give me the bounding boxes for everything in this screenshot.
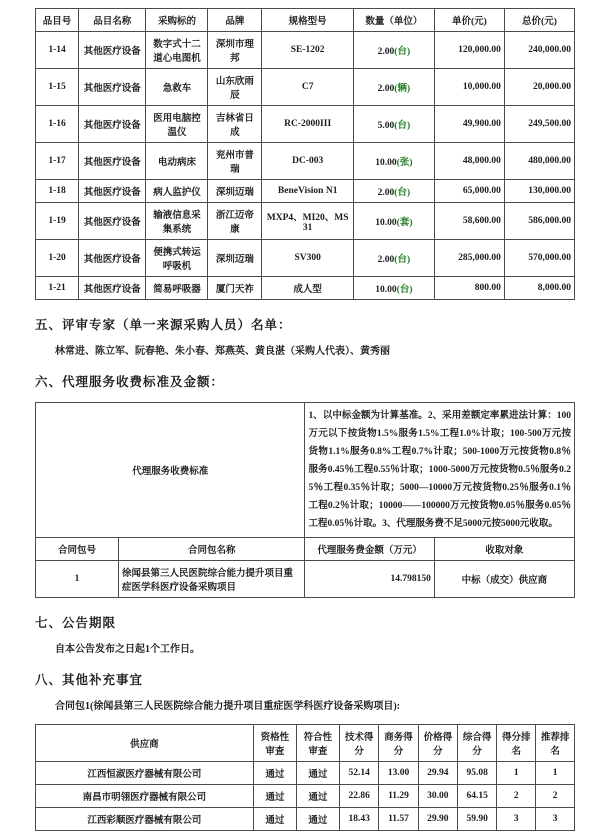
item-quantity — [353, 277, 434, 300]
item-brand: 厦门天祚 — [208, 277, 262, 300]
supplier-tech-score: 52.14 — [339, 762, 378, 785]
item-model: SV300 — [262, 240, 354, 277]
items-column-header: 规格型号 — [262, 9, 354, 32]
item-unit-price: 58,600.00 — [434, 203, 504, 240]
item-row — [36, 240, 575, 277]
fee-standard-row — [36, 403, 575, 538]
item-total-price: 249,500.00 — [504, 106, 574, 143]
item-total-price: 20,000.00 — [504, 69, 574, 106]
items-table — [35, 8, 575, 300]
item-quantity — [353, 203, 434, 240]
items-column-header: 单价(元) — [434, 9, 504, 32]
items-column-header: 总价(元) — [504, 9, 574, 32]
item-target: 便携式转运呼吸机 — [146, 240, 208, 277]
supplier-qualification-review: 通过 — [253, 762, 296, 785]
quantity-value: 5.00 — [377, 121, 395, 131]
item-no: 1-16 — [36, 106, 79, 143]
announcement-period-text: 自本公告发布之日起1个工作日。 — [55, 644, 200, 656]
experts-list: 林常进、陈立军、阮春艳、朱小春、郑燕英、黄良湛（采购人代表）、黄秀丽 — [55, 346, 390, 357]
item-category: 其他医疗设备 — [79, 69, 146, 106]
quantity-unit: (套) — [396, 218, 413, 228]
items-column-header: 品目名称 — [79, 9, 146, 32]
section-7-title: 七、公告期限 — [35, 616, 117, 631]
item-model: C7 — [262, 69, 354, 106]
fee-col-package-name: 合同包名称 — [119, 538, 305, 561]
quantity-unit: (辆) — [394, 84, 411, 94]
item-target: 简易呼吸器 — [146, 277, 208, 300]
supplier-total-score: 64.15 — [458, 785, 497, 808]
item-brand: 浙江迈帝康 — [208, 203, 262, 240]
item-quantity — [353, 106, 434, 143]
suppliers-column-header: 得分排名 — [497, 725, 536, 762]
item-brand: 深圳迈瑞 — [208, 180, 262, 203]
items-column-header: 品目号 — [36, 9, 79, 32]
quantity-unit: (台) — [394, 47, 411, 57]
fee-package-name: 徐闻县第三人民医院综合能力提升项目重症医学科医疗设备采购项目 — [119, 561, 305, 598]
item-brand: 吉林省日成 — [208, 106, 262, 143]
item-unit-price: 49,900.00 — [434, 106, 504, 143]
quantity-value: 10.00 — [375, 218, 397, 228]
item-no: 1-20 — [36, 240, 79, 277]
supplier-price-score: 30.00 — [418, 785, 457, 808]
quantity-value: 2.00 — [377, 47, 395, 57]
fee-payer: 中标（成交）供应商 — [434, 561, 574, 598]
supplier-recommend-rank: 1 — [536, 762, 575, 785]
items-table-header-row — [36, 9, 575, 32]
section-5-title: 五、评审专家（单一来源采购人员）名单： — [35, 318, 292, 332]
supplier-conformity-review: 通过 — [296, 785, 339, 808]
fee-amount: 14.798150 — [305, 561, 434, 598]
item-total-price: 8,000.00 — [504, 277, 574, 300]
quantity-unit: (台) — [396, 285, 413, 295]
items-column-header: 数量（单位） — [353, 9, 434, 32]
suppliers-table-header-row — [36, 725, 575, 762]
item-total-price: 480,000.00 — [504, 143, 574, 180]
item-model: MXP4、MI20、MS31 — [262, 203, 354, 240]
quantity-value: 2.00 — [377, 84, 395, 94]
item-model: BeneVision N1 — [262, 180, 354, 203]
fee-standard-label: 代理服务收费标准 — [36, 403, 305, 538]
supplier-qualification-review: 通过 — [253, 785, 296, 808]
suppliers-column-header: 综合得分 — [458, 725, 497, 762]
supplier-tech-score: 18.43 — [339, 808, 378, 831]
item-row — [36, 69, 575, 106]
section-8-title: 八、其他补充事宜 — [35, 673, 144, 688]
item-brand: 深圳迈瑞 — [208, 240, 262, 277]
suppliers-evaluation-table — [35, 724, 575, 831]
item-row — [36, 277, 575, 300]
item-category: 其他医疗设备 — [79, 106, 146, 143]
item-quantity — [353, 180, 434, 203]
item-no: 1-14 — [36, 32, 79, 69]
item-brand: 深圳市理邦 — [208, 32, 262, 69]
item-no: 1-18 — [36, 180, 79, 203]
item-target: 病人监护仪 — [146, 180, 208, 203]
item-row — [36, 32, 575, 69]
item-model: 成人型 — [262, 277, 354, 300]
supplier-total-score: 59.90 — [458, 808, 497, 831]
suppliers-column-header: 推荐排名 — [536, 725, 575, 762]
supplier-business-score: 11.29 — [379, 785, 418, 808]
item-unit-price: 65,000.00 — [434, 180, 504, 203]
agency-fee-table — [35, 402, 575, 598]
item-model: SE-1202 — [262, 32, 354, 69]
item-category: 其他医疗设备 — [79, 203, 146, 240]
quantity-value: 10.00 — [375, 158, 397, 168]
suppliers-column-header: 供应商 — [36, 725, 254, 762]
item-quantity — [353, 240, 434, 277]
item-model: RC-2000III — [262, 106, 354, 143]
supplier-tech-score: 22.86 — [339, 785, 378, 808]
item-total-price: 240,000.00 — [504, 32, 574, 69]
item-category: 其他医疗设备 — [79, 277, 146, 300]
item-unit-price: 285,000.00 — [434, 240, 504, 277]
quantity-unit: (台) — [394, 121, 411, 131]
supplier-qualification-review: 通过 — [253, 808, 296, 831]
item-category: 其他医疗设备 — [79, 143, 146, 180]
item-row — [36, 106, 575, 143]
item-category: 其他医疗设备 — [79, 180, 146, 203]
quantity-value: 10.00 — [375, 285, 397, 295]
quantity-value: 2.00 — [377, 188, 395, 198]
item-category: 其他医疗设备 — [79, 240, 146, 277]
supplier-recommend-rank: 3 — [536, 808, 575, 831]
suppliers-column-header: 商务得分 — [379, 725, 418, 762]
item-row — [36, 203, 575, 240]
item-no: 1-21 — [36, 277, 79, 300]
item-category: 其他医疗设备 — [79, 32, 146, 69]
item-row — [36, 180, 575, 203]
supplier-score-rank: 1 — [497, 762, 536, 785]
supplier-row — [36, 762, 575, 785]
item-no: 1-19 — [36, 203, 79, 240]
supplier-business-score: 13.00 — [379, 762, 418, 785]
fee-col-amount: 代理服务费金额（万元） — [305, 538, 434, 561]
item-target: 医用电脑控温仪 — [146, 106, 208, 143]
supplier-score-rank: 3 — [497, 808, 536, 831]
item-row — [36, 143, 575, 180]
quantity-value: 2.00 — [377, 255, 395, 265]
suppliers-column-header: 技术得分 — [339, 725, 378, 762]
item-no: 1-17 — [36, 143, 79, 180]
suppliers-column-header: 资格性审查 — [253, 725, 296, 762]
supplier-row — [36, 785, 575, 808]
fee-table-data-row — [36, 561, 575, 598]
fee-standard-text: 1、以中标金额为计算基准。2、采用差额定率累进法计算：100万元以下按货物1.5%服务1.5%工程1.0%计取；100-500万元按货物1.1%服务0.8%工程0.7%计取；500-1000万元按货物0.8％服务0.45％工程0.55％计取；1000-5000万元按货物0.5％服务0.25％工程0.35％计取；5000—10000万元按货物0.25％服务0.1％工程0.2％计取；10000——100000万元按货物0.05％服务0.05％工程0.05％计取。3、代理服务费不足5000元按5000元收取。 — [305, 403, 575, 538]
suppliers-column-header: 价格得分 — [418, 725, 457, 762]
item-brand: 兖州市普瑞 — [208, 143, 262, 180]
items-column-header: 采购标的 — [146, 9, 208, 32]
supplier-row — [36, 808, 575, 831]
item-quantity — [353, 143, 434, 180]
quantity-unit: (台) — [394, 255, 411, 265]
item-quantity — [353, 69, 434, 106]
item-no: 1-15 — [36, 69, 79, 106]
item-unit-price: 48,000.00 — [434, 143, 504, 180]
item-unit-price: 800.00 — [434, 277, 504, 300]
suppliers-column-header: 符合性审查 — [296, 725, 339, 762]
supplier-price-score: 29.90 — [418, 808, 457, 831]
fee-package-no: 1 — [36, 561, 119, 598]
supplier-score-rank: 2 — [497, 785, 536, 808]
supplier-business-score: 11.57 — [379, 808, 418, 831]
supplier-recommend-rank: 2 — [536, 785, 575, 808]
supplier-name: 南昌市明翎医疗器械有限公司 — [36, 785, 254, 808]
item-total-price: 586,000.00 — [504, 203, 574, 240]
item-target: 急救车 — [146, 69, 208, 106]
fee-col-package-no: 合同包号 — [36, 538, 119, 561]
item-total-price: 570,000.00 — [504, 240, 574, 277]
supplier-price-score: 29.94 — [418, 762, 457, 785]
item-brand: 山东欣雨辰 — [208, 69, 262, 106]
supplier-name: 江西恒淑医疗器械有限公司 — [36, 762, 254, 785]
supplier-total-score: 95.08 — [458, 762, 497, 785]
supplier-conformity-review: 通过 — [296, 808, 339, 831]
item-unit-price: 120,000.00 — [434, 32, 504, 69]
item-target: 数字式十二道心电图机 — [146, 32, 208, 69]
section-6-title: 六、代理服务收费标准及金额： — [35, 375, 225, 389]
item-quantity — [353, 32, 434, 69]
contract-package-line: 合同包1(徐闻县第三人民医院综合能力提升项目重症医学科医疗设备采购项目): — [55, 701, 400, 713]
quantity-unit: (台) — [394, 188, 411, 198]
fee-table-header-row — [36, 538, 575, 561]
item-total-price: 130,000.00 — [504, 180, 574, 203]
supplier-conformity-review: 通过 — [296, 762, 339, 785]
item-target: 输液信息采集系统 — [146, 203, 208, 240]
item-target: 电动病床 — [146, 143, 208, 180]
items-column-header: 品牌 — [208, 9, 262, 32]
item-unit-price: 10,000.00 — [434, 69, 504, 106]
fee-col-payer: 收取对象 — [434, 538, 574, 561]
item-model: DC-003 — [262, 143, 354, 180]
supplier-name: 江西彩顺医疗器械有限公司 — [36, 808, 254, 831]
quantity-unit: (张) — [396, 158, 413, 168]
